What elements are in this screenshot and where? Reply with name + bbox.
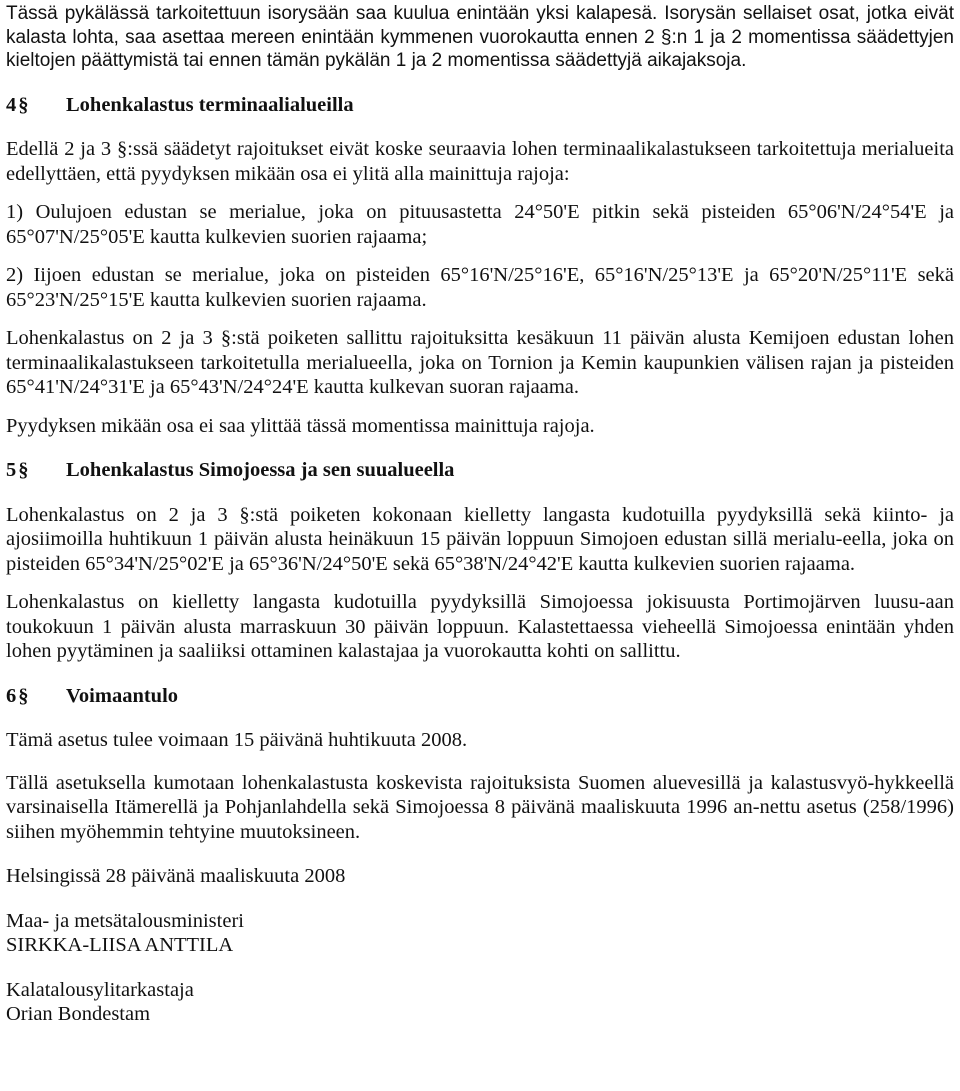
section-6-heading: [6, 684, 954, 709]
section-6-number: 6: [6, 684, 17, 707]
section-4-item-2: 2) Iijoen edustan se merialue, joka on pisteiden 65°16'N/25°16'E, 65°16'N/25°13'E ja 65°20'N/25°11'E sekä 65°23'N/25°15'E kautta kulkevien suorien rajaama.: [6, 264, 954, 311]
section-4-paragraph-1: Edellä 2 ja 3 §:ssä säädetyt rajoitukset eivät koske seuraavia lohen terminaalikalastukseen tarkoitettuja merialueita edellyttäen, että pyydyksen mikään osa ei ylitä alla mainittuja rajoja:: [6, 138, 954, 185]
inspector-name: Orian Bondestam: [6, 1003, 151, 1025]
section-6-paragraph-1: Tämä asetus tulee voimaan 15 päivänä huhtikuuta 2008.: [6, 729, 468, 751]
section-4-number: 4: [6, 93, 17, 116]
document-page: [6, 0, 954, 1027]
section-4-symbol: §: [18, 93, 29, 116]
section-6-number-group: [6, 684, 66, 709]
section-6-title: Voimaantulo: [66, 684, 179, 707]
section-5-number-group: [6, 458, 66, 483]
section-5-heading: [6, 458, 954, 483]
section-4-item-1: 1) Oulujoen edustan se merialue, joka on pituusastetta 24°50'E pitkin sekä pisteiden 65°06'N/24°54'E ja 65°07'N/25°05'E kautta kulkevien suorien rajaama;: [6, 201, 954, 248]
section-5-symbol: §: [18, 459, 29, 481]
section-5-number: 5: [6, 459, 17, 481]
minister-title: Maa- ja metsätalousministeri: [6, 909, 244, 932]
section-6-symbol: §: [18, 684, 29, 707]
intro-paragraph: Tässä pykälässä tarkoitettuun isorysään saa kuulua enintään yksi kalapesä. Isorysän sellaiset osat, jotka eivät kalasta lohta, saa asettaa mereen enintään kymmenen vuorokautta ennen 2 §:n 1 ja 2 momentissa säädettyjen kieltojen päättymistä tai ennen tämän pykälän 1 ja 2 momentissa säädettyjä aikajaksoja.: [6, 3, 954, 71]
inspector-title: Kalatalousylitarkastaja: [6, 978, 194, 1001]
section-5-title: Lohenkalastus Simojoessa ja sen suualueella: [66, 459, 455, 481]
section-5-paragraph-2: Lohenkalastus on kielletty langasta kudotuilla pyydyksillä Simojoessa jokisuusta Portimojärven luusu-aan toukokuun 1 päivän alusta marraskuun 30 päivän loppuun. Kalastettaessa vieheellä Simojoessa enintään yhden lohen pyytäminen ja saaliiksi ottaminen kalastajaa ja vuorokautta kohti on sallittu.: [6, 591, 954, 662]
section-4-paragraph-3: Pyydyksen mikään osa ei saa ylittää tässä momentissa mainittuja rajoja.: [6, 414, 595, 437]
section-4-paragraph-2: Lohenkalastus on 2 ja 3 §:stä poiketen sallittu rajoituksitta kesäkuun 11 päivän alusta Kemijoen edustan lohen terminaalikalastukseen tarkoitetulla merialueella, joka on Tornion ja Kemin kaupunkien välisen rajan ja pisteiden 65°41'N/24°31'E ja 65°43'N/24°24'E kautta kulkevan suoran rajaama.: [6, 327, 954, 398]
minister-name: SIRKKA-LIISA ANTTILA: [6, 934, 234, 956]
signature-place-date: Helsingissä 28 päivänä maaliskuuta 2008: [6, 865, 346, 887]
section-4-heading: [6, 93, 954, 118]
section-4-number-group: [6, 93, 66, 118]
section-5-paragraph-1: Lohenkalastus on 2 ja 3 §:stä poiketen kokonaan kielletty langasta kudotuilla pyydyksillä sekä kiinto- ja ajosiimoilla huhtikuun 1 päivän alusta heinäkuun 15 päivän loppuun Simojoen edustan sillä merialu-eella, joka on pisteiden 65°34'N/25°02'E ja 65°36'N/24°50'E sekä 65°38'N/24°42'E kautta kulkevien suorien rajaama.: [6, 503, 954, 575]
section-4-title: Lohenkalastus terminaalialueilla: [66, 93, 354, 116]
section-6-paragraph-2: Tällä asetuksella kumotaan lohenkalastusta koskevista rajoituksista Suomen aluevesillä ja kalastusvyö-hykkeellä varsinaisella Itämerellä ja Pohjanlahdella sekä Simojoessa 8 päivänä maaliskuuta 1996 an-nettu asetus (258/1996) siihen myöhemmin tehtyine muutoksineen.: [6, 771, 954, 843]
